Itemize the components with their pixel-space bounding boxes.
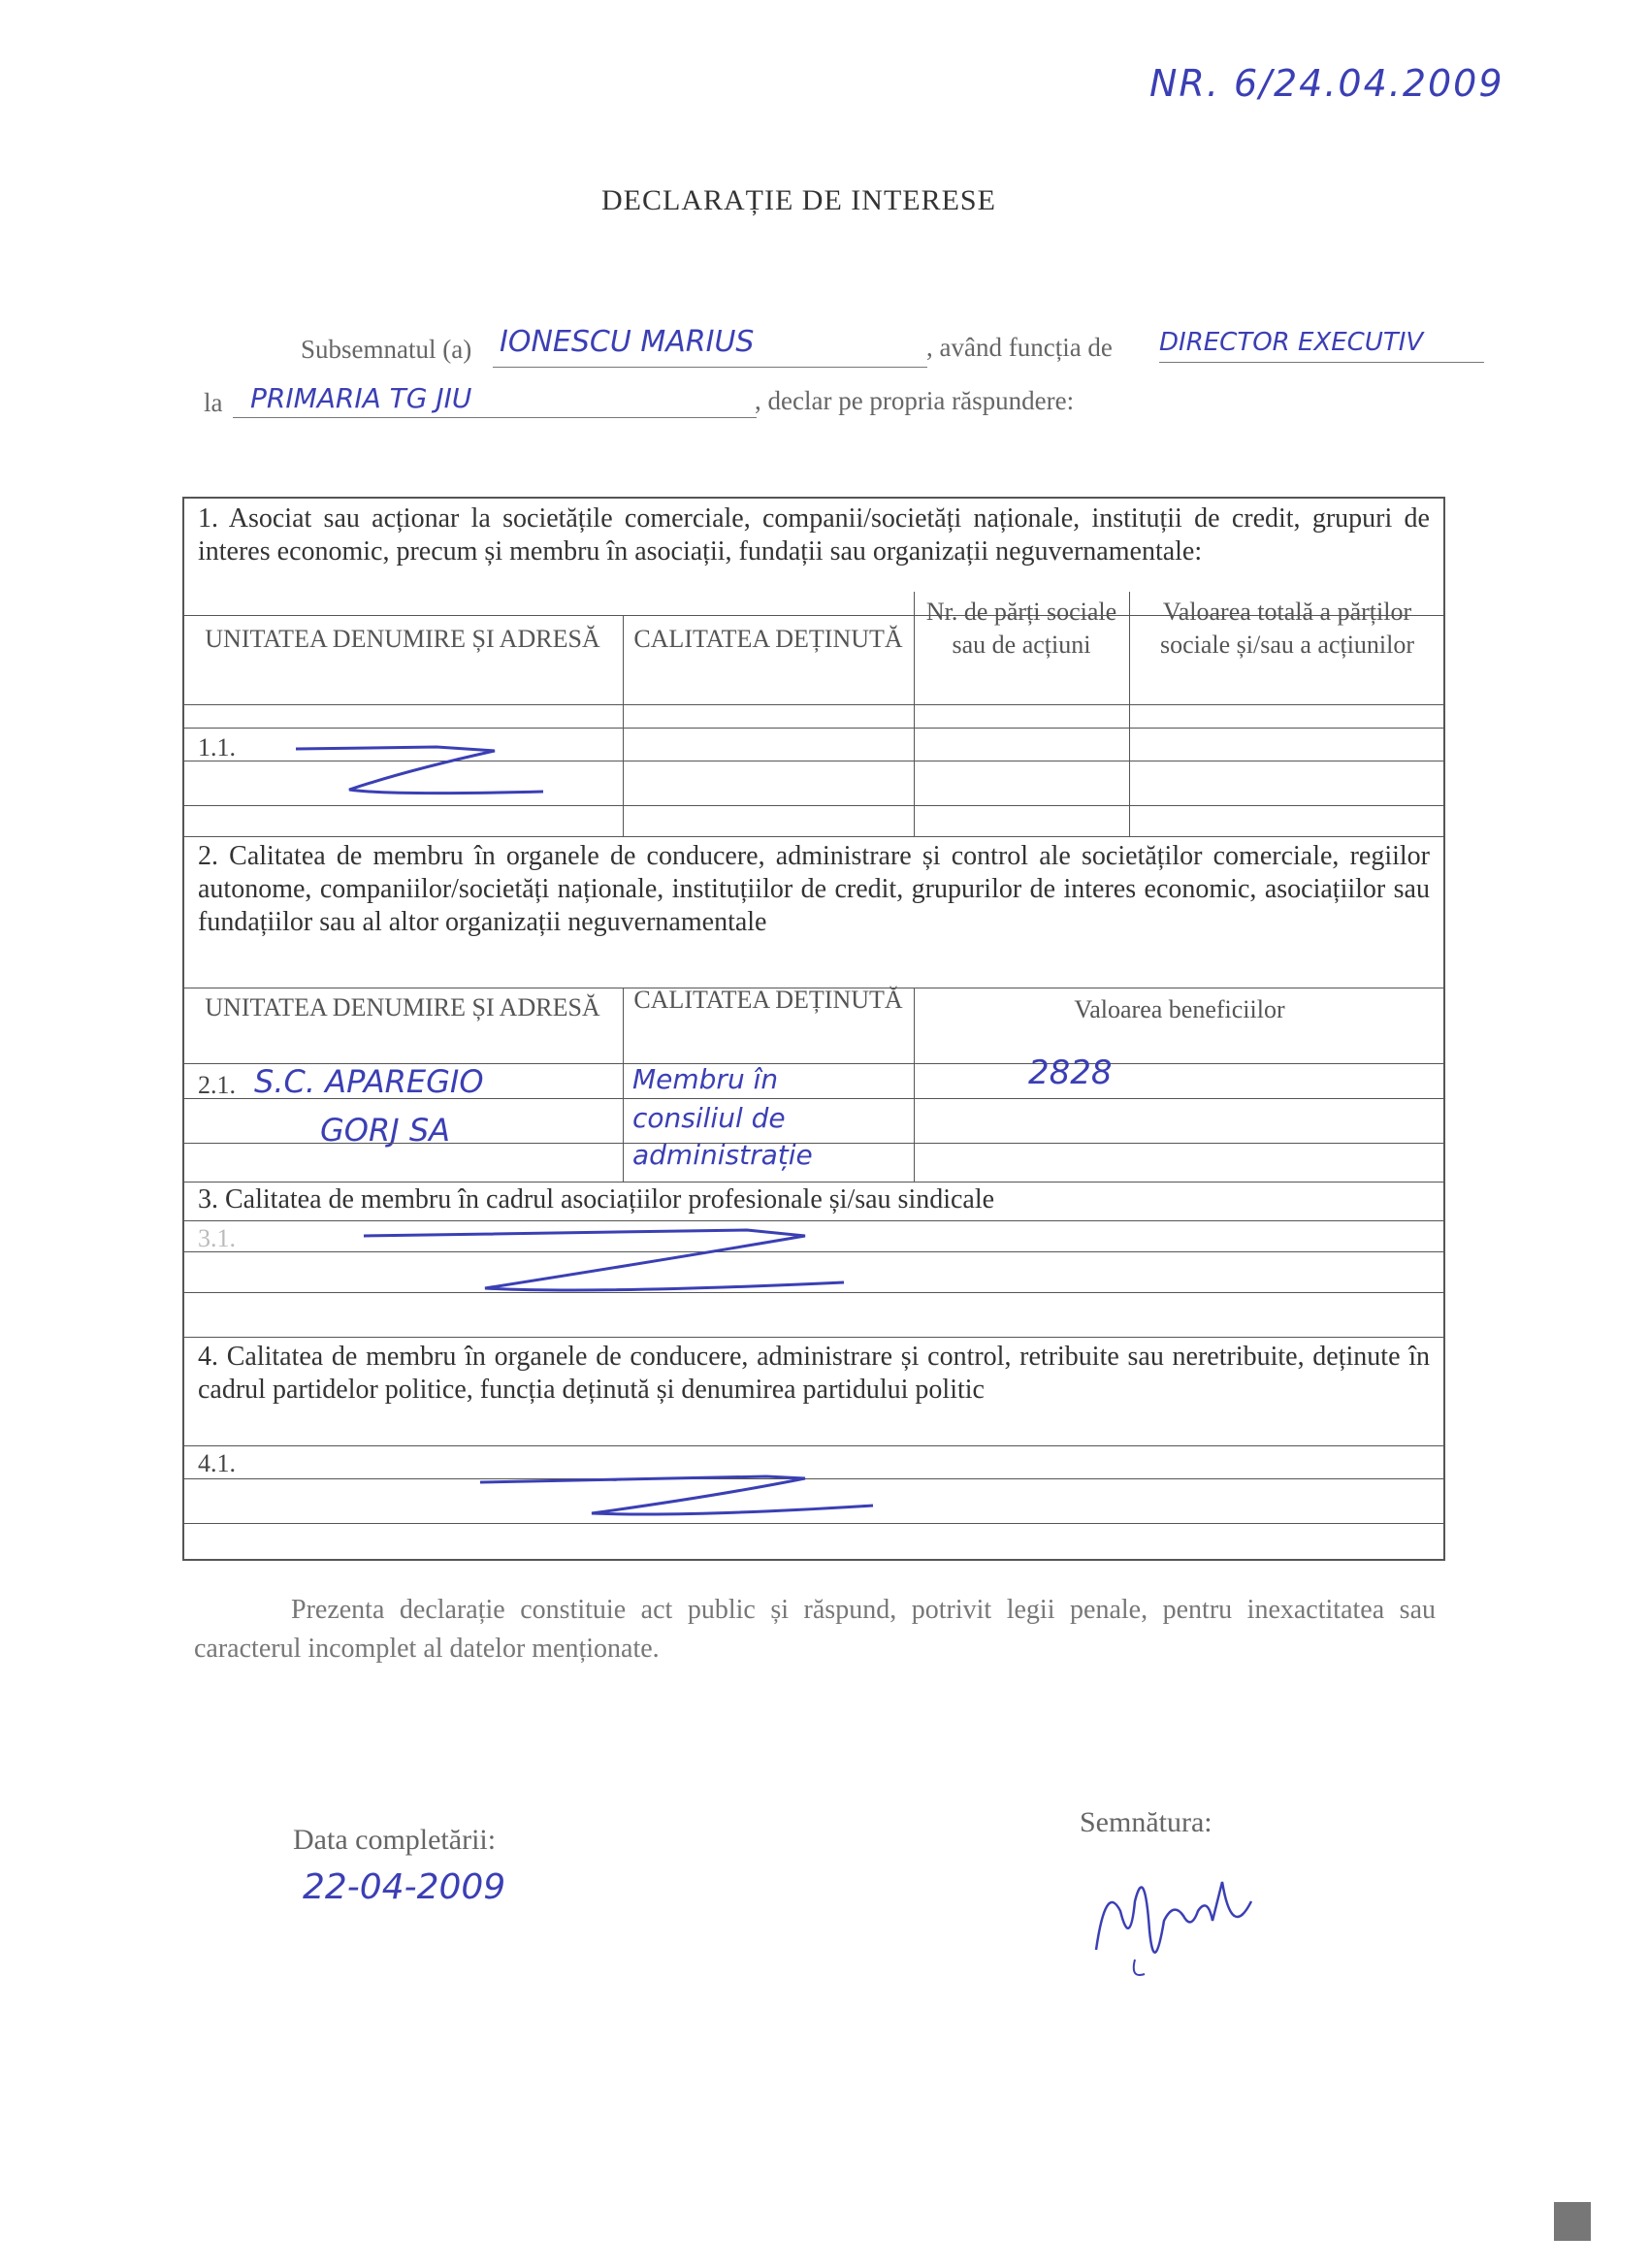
legal-statement: Prezenta declarație constituie act public și răspund, potrivit legii penale, pentru inexactitatea sau caracterul incomplet al datelor menționate.	[194, 1595, 1436, 1664]
rule	[184, 704, 1443, 705]
rule	[184, 1445, 1443, 1446]
section4-heading: 4. Calitatea de membru în organele de conducere, administrare și control, retribuite sau neretribuite, deținute în cadrul partidelor politice, funcția deținută și denumirea partidului politic	[198, 1342, 1430, 1405]
institution-value: PRIMARIA TG JIU	[250, 382, 472, 414]
name-value: IONESCU MARIUS	[500, 325, 755, 359]
rule	[914, 988, 915, 1182]
declar-label: , declar pe propria răspundere:	[755, 386, 1075, 415]
s1-col-shares-header: Nr. de părți sociale sau de acțiuni	[925, 598, 1117, 659]
name-underline	[493, 367, 927, 368]
s4-row-number: 4.1.	[198, 1449, 236, 1477]
s2-quality-line2: consiliul de	[632, 1102, 786, 1134]
rule	[184, 1337, 1443, 1338]
subsemnatul-label: Subsemnatul (a)	[301, 335, 472, 364]
rule	[623, 988, 624, 1182]
s1-row-number: 1.1.	[198, 733, 236, 761]
date-label: Data completării:	[293, 1824, 497, 1856]
institution-underline	[233, 417, 757, 418]
function-label: , având funcția de	[926, 333, 1113, 362]
s4-strike-mark	[475, 1453, 883, 1527]
s2-col-benefits-header: Valoarea beneficiilor	[1074, 995, 1285, 1023]
section1-heading: 1. Asociat sau acționar la societățile comerciale, companii/societăți naționale, instituții de credit, grupuri de interes economic, precum și membru în asociații, fundații sau organizații neguvernamentale:	[198, 503, 1430, 567]
s3-row-number: 3.1.	[198, 1224, 236, 1252]
registration-number: NR. 6/24.04.2009	[1149, 62, 1504, 105]
function-underline	[1159, 362, 1484, 363]
s2-benefits-value: 2828	[1028, 1053, 1113, 1092]
function-value: DIRECTOR EXECUTIV	[1159, 328, 1424, 357]
s2-col-unit-header: UNITATEA DENUMIRE ȘI ADRESĂ	[205, 993, 600, 1021]
s2-quality-line1: Membru în	[632, 1063, 779, 1095]
s1-col-value-header: Valoarea totală a părților sociale și/sau a acțiunilor	[1159, 598, 1415, 659]
s2-unit-line1: S.C. APAREGIO	[254, 1063, 484, 1100]
s2-quality-line3: administrație	[632, 1139, 813, 1171]
signature-label: Semnătura:	[1080, 1806, 1212, 1838]
rule	[623, 615, 624, 836]
s1-strike-mark	[291, 731, 582, 809]
section3-heading: 3. Calitatea de membru în cadrul asociațiilor profesionale și/sau sindicale	[198, 1184, 995, 1215]
la-label: la	[204, 388, 223, 417]
rule	[184, 728, 1443, 729]
s1-col-unit-header: UNITATEA DENUMIRE ȘI ADRESĂ	[205, 625, 600, 653]
s2-unit-line2: GORJ SA	[320, 1112, 451, 1149]
rule	[184, 1098, 1443, 1099]
section2-heading: 2. Calitatea de membru în organele de conducere, administrare și control ale societăților comerciale, regiilor autonome, companiilor/societăți naționale, instituțiilor de credit, grupurilor de interes economic, asociațiilor sau fundațiilor sau al altor organizații neguvernamentale	[198, 841, 1430, 937]
document-title: DECLARAȚIE DE INTERESE	[601, 184, 996, 216]
rule	[184, 1182, 1443, 1183]
signature-image	[1077, 1843, 1271, 1989]
rule	[1129, 592, 1130, 836]
s3-strike-mark	[359, 1216, 863, 1304]
s2-col-quality-header: CALITATEA DEȚINUTĂ	[633, 986, 903, 1014]
date-value: 22-04-2009	[303, 1867, 506, 1907]
rule	[914, 592, 915, 836]
s1-col-quality-header: CALITATEA DEȚINUTĂ	[633, 625, 903, 653]
s2-row-number: 2.1.	[198, 1071, 236, 1099]
rule	[184, 836, 1443, 837]
declaration-form	[182, 497, 1445, 1561]
scan-artifact	[1554, 2202, 1591, 2241]
rule	[184, 1143, 1443, 1144]
